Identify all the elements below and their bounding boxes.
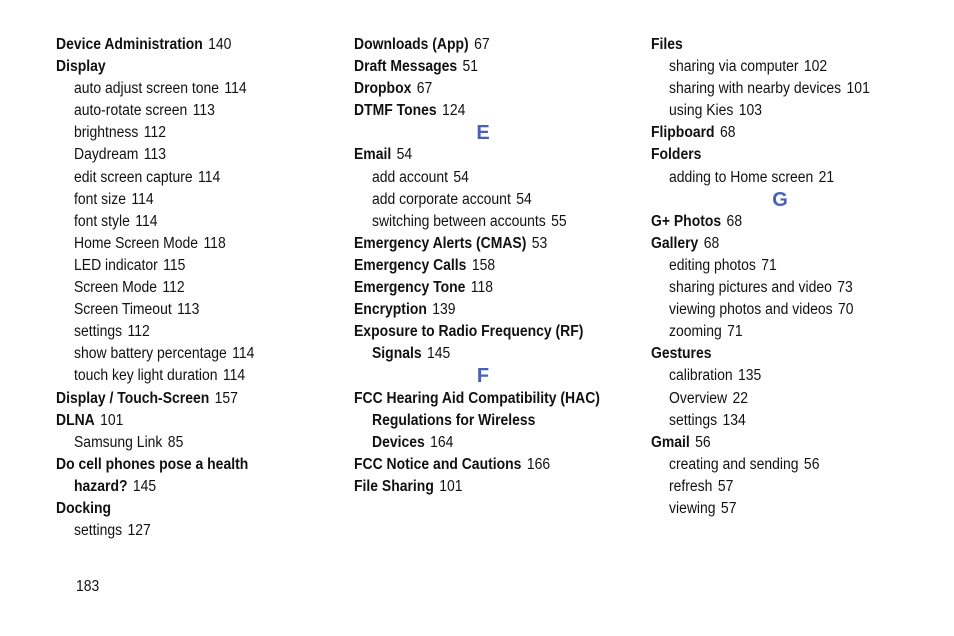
index-page-ref[interactable]: 139 [432,301,456,319]
index-page-ref[interactable]: 166 [526,455,551,473]
index-subentry [651,277,912,299]
index-term: Display [56,58,106,76]
index-column-2 [354,34,644,498]
section-letter: G [772,188,788,211]
index-page-ref[interactable]: 127 [127,522,151,540]
index-subentry [354,167,615,189]
index-page-ref[interactable]: 113 [177,301,200,319]
index-term: LED indicator [74,256,158,274]
index-term: Regulations for Wireless [372,411,536,429]
index-term: calibration [669,367,733,385]
index-subentry [651,299,912,321]
index-page-ref[interactable]: 102 [803,58,828,76]
index-subentry [56,167,317,189]
index-entry [651,34,912,56]
index-term: Devices [372,433,425,451]
section-letter: F [476,365,490,388]
index-term: auto adjust screen tone [74,80,220,98]
index-term: settings [74,323,123,341]
index-term: Docking [56,499,112,517]
index-subentry [56,100,317,122]
index-term: brightness [74,124,139,142]
index-term: Home Screen Mode [74,234,199,252]
index-page-ref[interactable]: 112 [143,124,167,142]
index-page-ref[interactable]: 140 [208,36,232,53]
index-term: viewing [669,499,716,517]
index-entry [354,277,615,299]
index-subentry [56,520,317,542]
index-page-ref[interactable]: 118 [203,234,226,252]
index-entry [354,321,615,343]
index-page-ref[interactable]: 114 [198,168,221,186]
index-subentry [56,277,317,299]
index-page-ref[interactable]: 71 [761,256,777,274]
index-column-1 [56,34,346,542]
index-term: Encryption [354,301,427,319]
index-entry [354,255,615,277]
index-term: viewing photos and videos [669,301,833,319]
index-subentry [56,432,317,454]
index-term: add account [372,168,449,186]
index-entry [56,498,317,520]
index-page-ref[interactable]: 21 [818,168,835,186]
index-page-ref[interactable]: 114 [135,212,158,230]
index-term: Emergency Alerts (CMAS) [354,234,527,252]
index-term: Screen Timeout [74,301,172,319]
index-page-ref[interactable]: 73 [837,279,853,297]
index-entry [56,56,317,78]
index-entry [354,233,615,255]
index-page-ref[interactable]: 113 [143,146,166,164]
index-page-ref[interactable]: 101 [846,80,870,98]
index-term: hazard? [74,477,128,495]
index-subentry [56,211,317,233]
index-entry [56,454,317,476]
index-page-ref[interactable]: 112 [162,279,185,297]
index-term: G+ Photos [651,212,722,230]
index-term: sharing with nearby devices [669,80,842,98]
index-term: sharing pictures and video [669,279,832,297]
index-term: Gallery [651,234,699,252]
index-subentry [56,144,317,166]
index-entry [56,34,317,56]
index-entry [56,410,317,432]
index-term: editing photos [669,256,756,274]
section-letter: E [476,122,490,145]
index-subentry [651,321,912,343]
index-page-ref[interactable]: 114 [232,345,255,363]
index-page-ref[interactable]: 114 [222,367,246,385]
index-entry [354,144,615,166]
index-term: Overview [669,389,728,407]
index-page-ref[interactable]: 124 [442,102,466,120]
index-entry-continuation [354,343,615,365]
index-term: FCC Hearing Aid Compatibility (HAC) [354,389,600,407]
index-subentry [651,454,912,476]
index-page-ref[interactable]: 112 [127,323,150,341]
index-page-ref[interactable]: 164 [430,433,454,451]
index-term: switching between accounts [372,212,546,230]
index-page-ref[interactable]: 71 [727,323,743,341]
index-entry [354,299,615,321]
index-entry [56,388,317,410]
index-page-ref[interactable]: 57 [720,499,737,517]
index-subentry [651,78,912,100]
index-term: using Kies [669,102,734,120]
index-page-ref[interactable]: 51 [462,58,479,76]
index-subentry [56,365,317,387]
index-term: font size [74,190,126,208]
index-entry [354,34,615,56]
index-term: Gmail [651,433,690,451]
index-subentry [651,255,912,277]
index-subentry [56,78,317,100]
index-entry [651,211,912,233]
index-subentry [651,167,912,189]
index-subentry [651,365,912,387]
index-entry [651,432,912,454]
index-page-ref[interactable]: 115 [163,256,186,274]
index-page-ref[interactable]: 113 [192,102,215,120]
index-page-ref[interactable]: 85 [167,433,184,451]
index-term: touch key light duration [74,367,218,385]
index-page-ref[interactable]: 101 [439,477,463,495]
index-term: auto-rotate screen [74,102,188,120]
index-term: Device Administration [56,36,203,53]
index-page-ref[interactable]: 22 [732,389,749,407]
index-subentry [651,498,912,520]
index-page-ref[interactable]: 67 [474,36,490,53]
index-subentry [56,343,317,365]
index-subentry [56,299,317,321]
index-entry [651,233,912,255]
index-page-ref[interactable]: 70 [838,301,854,319]
index-entry [354,454,615,476]
index-subentry [56,233,317,255]
index-subentry [651,100,912,122]
index-page-ref[interactable]: 54 [396,146,413,164]
index-term: refresh [669,477,713,495]
index-page-ref[interactable]: 56 [695,433,711,451]
index-term: Downloads (App) [354,36,469,53]
index-term: DLNA [56,411,95,429]
index-term: settings [74,522,123,540]
index-subentry [56,321,317,343]
index-term: zooming [669,323,722,341]
index-entry-continuation [354,410,615,432]
index-entry-continuation [354,432,615,454]
index-subentry [56,122,317,144]
index-page-ref[interactable]: 118 [470,279,494,297]
index-term: Emergency Calls [354,256,467,274]
index-entry [651,144,912,166]
index-term: Display / Touch-Screen [56,389,210,407]
index-term: Gestures [651,345,712,363]
index-term: add corporate account [372,190,511,208]
index-term: Samsung Link [74,433,163,451]
index-page-ref[interactable]: 68 [726,212,743,230]
index-term: Screen Mode [74,279,157,297]
index-term: Flipboard [651,124,715,142]
index-page-ref[interactable]: 114 [224,80,247,98]
index-term: Dropbox [354,80,412,98]
index-term: show battery percentage [74,345,227,363]
index-term: Exposure to Radio Frequency (RF) [354,323,584,341]
index-subentry [56,255,317,277]
index-page-ref[interactable]: 53 [531,234,548,252]
index-column-3 [651,34,941,520]
index-entry [354,78,615,100]
index-subentry [354,189,615,211]
index-page-ref[interactable]: 67 [416,80,433,98]
index-page-ref[interactable]: 68 [719,124,736,142]
index-page-ref[interactable]: 145 [427,345,451,363]
index-term: font style [74,212,130,230]
index-page-ref[interactable]: 101 [100,411,124,429]
index-subentry [651,388,912,410]
index-term: FCC Notice and Cautions [354,455,522,473]
index-subentry [651,56,912,78]
index-term: DTMF Tones [354,102,437,120]
page-number: 183 [76,578,100,595]
index-term: Daydream [74,146,139,164]
index-entry [354,100,615,122]
index-subentry [651,476,912,498]
index-term: edit screen capture [74,168,193,186]
index-subentry [651,410,912,432]
index-page-ref[interactable]: 103 [738,102,763,120]
index-page-ref[interactable]: 55 [551,212,567,230]
index-page-ref[interactable]: 54 [516,190,532,208]
index-page-ref[interactable]: 145 [132,477,157,495]
index-entry-continuation [56,476,317,498]
index-term: Do cell phones pose a health [56,455,249,473]
index-page-ref[interactable]: 56 [803,455,820,473]
index-term: creating and sending [669,455,799,473]
index-page-ref[interactable]: 54 [453,168,469,186]
index-term: Signals [372,345,422,363]
index-subentry [354,211,615,233]
index-term: Files [651,36,683,53]
index-entry [354,476,615,498]
index-term: Folders [651,146,702,164]
index-page-ref[interactable]: 134 [722,411,746,429]
index-term: settings [669,411,718,429]
index-page-ref[interactable]: 157 [214,389,238,407]
index-term: Email [354,146,392,164]
index-page-ref[interactable]: 68 [703,234,720,252]
index-term: Draft Messages [354,58,458,76]
index-entry [354,56,615,78]
index-entry [651,122,912,144]
index-term: File Sharing [354,477,434,495]
index-term: sharing via computer [669,58,799,76]
index-term: adding to Home screen [669,168,814,186]
index-page-ref[interactable]: 114 [131,190,154,208]
index-entry [354,388,615,410]
index-entry [651,343,912,365]
index-subentry [56,189,317,211]
index-page-ref[interactable]: 57 [717,477,734,495]
index-term: Emergency Tone [354,279,466,297]
index-page-ref[interactable]: 158 [471,256,496,274]
index-page-ref[interactable]: 135 [737,367,762,385]
